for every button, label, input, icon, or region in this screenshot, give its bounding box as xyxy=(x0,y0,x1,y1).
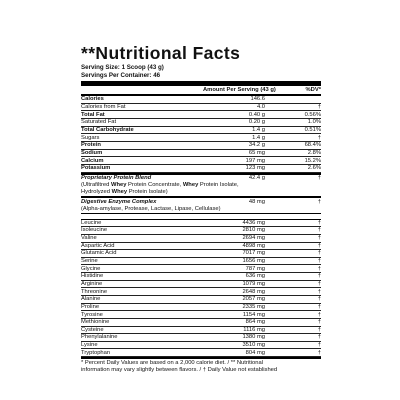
amino-acid-row-name: Leucine xyxy=(81,219,102,226)
nutrient-row-amount: 4.0 xyxy=(256,104,265,111)
amino-acid-row-dv: † xyxy=(317,219,321,226)
amino-acid-row xyxy=(81,304,321,312)
nutrient-row xyxy=(81,111,321,119)
protein-blend-dv: † xyxy=(317,175,321,182)
nutrient-row-amount: 1.4 g xyxy=(252,126,265,133)
amino-acid-row-amount: 2694 mg xyxy=(242,235,265,242)
servings-per-container: Servings Per Container: 46 xyxy=(81,71,161,79)
amino-acid-row-dv: † xyxy=(317,235,321,242)
footnote xyxy=(81,359,321,375)
amino-acid-row-dv: † xyxy=(317,227,321,234)
amino-acid-row xyxy=(81,311,321,319)
nutrient-row-amount: 146.6 xyxy=(250,96,265,103)
label-title: **Nutritional Facts xyxy=(81,43,241,63)
nutrient-row-dv: 2.8% xyxy=(307,149,321,156)
amino-acid-row-dv: † xyxy=(317,326,321,333)
nutrient-row-dv: † xyxy=(317,134,321,141)
enzyme-complex-name: Digestive Enzyme Complex xyxy=(81,198,157,205)
amino-acid-row-dv: † xyxy=(317,265,321,272)
nutrient-row-dv: 0.56% xyxy=(304,111,321,118)
amino-acid-row xyxy=(81,334,321,342)
nutrient-row xyxy=(81,119,321,127)
header-amount: Amount Per Serving (43 g) xyxy=(203,87,276,94)
nutrient-row xyxy=(81,142,321,150)
nutrient-row xyxy=(81,165,321,173)
protein-blend-description-2: Hydrolyzed Whey Protein Isolate) xyxy=(81,189,168,196)
amino-acid-row-dv: † xyxy=(317,334,321,341)
nutrient-row-amount: 0.20 g xyxy=(248,119,265,126)
amino-acid-row-name: Tryptophan xyxy=(81,349,111,356)
amino-acid-row-dv: † xyxy=(317,280,321,287)
amino-acid-row-amount: 864 mg xyxy=(245,319,265,326)
nutrient-row-amount: 197 mg xyxy=(245,157,265,164)
amino-acid-table xyxy=(81,220,321,358)
amino-acid-row-name: Glutamic Acid xyxy=(81,250,117,257)
nutrient-row-dv: 2.6% xyxy=(307,165,321,172)
amino-acid-row-dv: † xyxy=(317,349,321,356)
amino-acid-row-name: Serine xyxy=(81,258,98,265)
nutrient-row xyxy=(81,134,321,142)
protein-blend-name: Proprietary Protein Blend xyxy=(81,175,152,182)
amino-acid-row-amount: 2648 mg xyxy=(242,288,265,295)
amino-acid-row-amount: 7017 mg xyxy=(242,250,265,257)
enzyme-complex xyxy=(81,198,321,213)
header-dv: %DV* xyxy=(305,87,321,94)
amino-acid-row-dv: † xyxy=(317,258,321,265)
amino-acid-row xyxy=(81,342,321,350)
nutrient-row-dv: 15.2% xyxy=(304,157,321,164)
nutrient-row-name: Calories xyxy=(81,96,104,103)
amino-acid-row-amount: 4898 mg xyxy=(242,242,265,249)
amino-acid-row-dv: † xyxy=(317,242,321,249)
protein-blend-amount: 42.4 g xyxy=(248,175,265,182)
amino-acid-row xyxy=(81,281,321,289)
amino-acid-row xyxy=(81,296,321,304)
nutrient-row-name: Saturated Fat xyxy=(81,119,117,126)
nutrient-row-dv: 1.0% xyxy=(307,119,321,126)
amino-acid-row-dv: † xyxy=(317,288,321,295)
nutrient-row-amount: 0.40 g xyxy=(248,111,265,118)
amino-acid-row-name: Alanine xyxy=(81,296,101,303)
amino-acid-row xyxy=(81,235,321,243)
nutrient-row xyxy=(81,150,321,158)
amino-acid-row xyxy=(81,319,321,327)
amino-acid-row-amount: 636 mg xyxy=(245,273,265,280)
amino-acid-row-amount: 3510 mg xyxy=(242,342,265,349)
amino-acid-row-amount: 2335 mg xyxy=(242,303,265,310)
amino-acid-row xyxy=(81,227,321,235)
protein-blend xyxy=(81,175,321,197)
amino-acid-row-amount: 787 mg xyxy=(245,265,265,272)
footnote-line-2: information may vary slightly between flavors. / † Daily Value not established xyxy=(81,367,278,374)
amino-acid-row-name: Methionine xyxy=(81,319,110,326)
nutrient-row-name: Protein xyxy=(81,142,101,149)
nutrient-row-name: Calories from Fat xyxy=(81,104,126,111)
serving-size: Serving Size: 1 Scoop (43 g) xyxy=(81,64,164,71)
amino-acid-row-amount: 2057 mg xyxy=(242,296,265,303)
nutrient-row-name: Total Carbohydrate xyxy=(81,126,134,133)
amino-acid-row-name: Arginine xyxy=(81,280,103,287)
amino-acid-row-name: Phenylalanine xyxy=(81,334,118,341)
amino-acid-row-dv: † xyxy=(317,311,321,318)
nutrient-row-name: Calcium xyxy=(81,157,104,164)
amino-acid-row-dv: † xyxy=(317,319,321,326)
amino-acid-row-amount: 1079 mg xyxy=(242,280,265,287)
amino-acid-row xyxy=(81,265,321,273)
amino-acid-row-name: Proline xyxy=(81,303,100,310)
nutrition-facts-panel xyxy=(81,44,321,375)
amino-acid-row-name: Glycine xyxy=(81,265,101,272)
amino-acid-row-name: Tyrosine xyxy=(81,311,103,318)
amino-acid-row xyxy=(81,250,321,258)
nutrient-table xyxy=(81,96,321,172)
protein-blend-description: (Ultrafiltred Whey Protein Concentrate, Whey Protein Isolate, xyxy=(81,182,239,189)
amino-acid-row-name: Histidine xyxy=(81,273,104,280)
nutrient-row xyxy=(81,127,321,135)
amino-acid-row-name: Valine xyxy=(81,235,97,242)
nutrient-row xyxy=(81,104,321,112)
nutrient-row-dv: † xyxy=(317,104,321,111)
amino-acid-row-name: Cysteine xyxy=(81,326,104,333)
nutrient-row xyxy=(81,96,321,104)
nutrient-row-amount: 1.4 g xyxy=(252,134,265,141)
nutrient-row-name: Total Fat xyxy=(81,111,105,118)
amino-acid-row-dv: † xyxy=(317,303,321,310)
amino-acid-row-amount: 804 mg xyxy=(245,349,265,356)
amino-acid-row xyxy=(81,243,321,251)
amino-acid-row-name: Lysine xyxy=(81,342,98,349)
amino-acid-row xyxy=(81,258,321,266)
amino-acid-row-dv: † xyxy=(317,296,321,303)
amino-acid-row-amount: 2810 mg xyxy=(242,227,265,234)
column-header-row xyxy=(81,86,321,94)
nutrient-row-amount: 34.2 g xyxy=(248,142,265,149)
amino-acid-row xyxy=(81,327,321,335)
amino-acid-row-amount: 4436 mg xyxy=(242,219,265,226)
amino-acid-row-amount: 1116 mg xyxy=(243,326,265,333)
amino-acid-row-amount: 1656 mg xyxy=(242,258,265,265)
amino-acid-row-dv: † xyxy=(317,342,321,349)
amino-acid-row-amount: 1380 mg xyxy=(242,334,265,341)
nutrient-row-name: Sodium xyxy=(81,149,103,156)
amino-acid-row xyxy=(81,273,321,281)
footnote-line-1: * Percent Daily Values are based on a 2,000 calorie diet. / ** Nutritional xyxy=(81,360,263,367)
amino-acid-row xyxy=(81,349,321,357)
enzyme-complex-description: (Alpha-amylase, Protease, Lactase, Lipase, Cellulase) xyxy=(81,205,221,212)
amino-acid-row-name: Threonine xyxy=(81,288,108,295)
nutrient-row-name: Sugars xyxy=(81,134,100,141)
amino-acid-row-name: Aspartic Acid xyxy=(81,242,115,249)
amino-acid-row xyxy=(81,288,321,296)
nutrient-row-dv: 0.51% xyxy=(304,126,321,133)
amino-acid-row-dv: † xyxy=(317,273,321,280)
amino-acid-row-amount: 1154 mg xyxy=(242,311,265,318)
nutrient-row xyxy=(81,157,321,165)
amino-acid-row-dv: † xyxy=(317,250,321,257)
amino-acid-row xyxy=(81,220,321,228)
amino-acid-row-name: Isoleucine xyxy=(81,227,108,234)
nutrient-row-amount: 65 mg xyxy=(248,149,265,156)
enzyme-complex-dv: † xyxy=(317,198,321,205)
nutrient-row-dv: 68.4% xyxy=(304,142,321,149)
enzyme-complex-amount: 48 mg xyxy=(248,198,265,205)
nutrient-row-amount: 123 mg xyxy=(245,165,265,172)
nutrient-row-name: Potassium xyxy=(81,165,111,172)
